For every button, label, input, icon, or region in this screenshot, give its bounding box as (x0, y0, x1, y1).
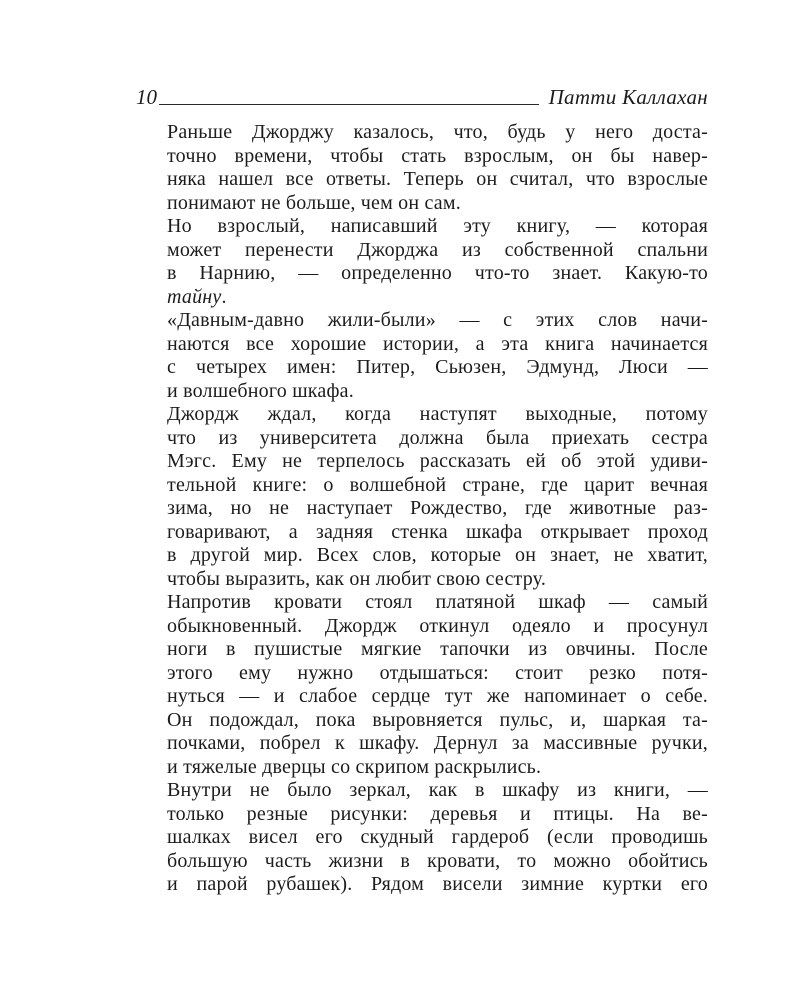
paragraph-3 (136, 309, 708, 403)
paragraph-6 (136, 779, 708, 897)
text-line: только резные рисунки: деревья и птицы. На ве- (167, 802, 708, 825)
text-line: ноги в пушистые мягкие тапочки из овчины. После (167, 638, 708, 660)
text-line: Джордж ждал, когда наступят выходные, потому (167, 403, 708, 425)
text-line: шалках висел его скудный гардероб (если проводишь (167, 826, 708, 848)
text-line: Но взрослый, написавший эту книгу, — которая (167, 215, 708, 237)
text-line: Мэгс. Ему не терпелось рассказать ей об этой удиви- (167, 450, 708, 472)
paragraph-1 (136, 121, 708, 215)
text-line: большую часть жизни в кровати, то можно обойтись (167, 849, 708, 872)
text-line: говаривают, а задняя стенка шкафа открывает проход (167, 520, 708, 543)
text-line: няка нашел все ответы. Теперь он считал, что взрослые (167, 168, 708, 190)
text-line-italic-tail (136, 286, 708, 310)
text-line: Он подождал, пока выровняется пульс, и, шаркая та- (167, 708, 708, 731)
text-line: Раньше Джорджу казалось, что, будь у него доста- (167, 121, 708, 143)
page-number: 10 (136, 85, 157, 109)
text-line: в другой мир. Всех слов, которые он знает, не хватит, (167, 544, 708, 566)
text-line: тельной книге: о волшебной стране, где царит вечная (167, 473, 708, 496)
paragraph-5 (136, 591, 708, 779)
text-line: «Давным-давно жили-были» — с этих слов начи- (167, 309, 708, 331)
italic-word: тайну (167, 285, 222, 308)
text-line: зима, но не наступает Рождество, где животные раз- (167, 497, 708, 519)
text-line: обыкновенный. Джордж откинул одеяло и просунул (167, 614, 708, 637)
text-line: и тяжелые дверцы со скрипом раскрылись. (167, 755, 542, 778)
text-line: точно времени, чтобы стать взрослым, он бы навер- (167, 144, 708, 167)
running-header (136, 80, 708, 108)
body-text (136, 121, 708, 897)
text-line: что из университета должна была приехать сестра (167, 426, 708, 449)
punctuation: . (221, 285, 227, 308)
text-line: и волшебного шкафа. (167, 379, 354, 402)
text-line: почками, побрел к шкафу. Дернул за массивные ручки, (167, 732, 708, 754)
running-title: Патти Каллахан (548, 85, 708, 109)
paragraph-4 (136, 403, 708, 591)
text-line: Внутри не было зеркал, как в шкафу из книги, — (167, 779, 708, 801)
text-line: нуться — и слабое сердце тут же напоминает о себе. (167, 685, 708, 707)
text-line: в Нарнию, — определенно что-то знает. Какую-то (167, 262, 708, 284)
text-line: понимают не больше, чем он сам. (167, 191, 461, 214)
text-line: этого ему нужно отдышаться: стоит резко потя- (167, 661, 708, 684)
header-rule (159, 104, 539, 105)
text-line: наются все хорошие истории, а эта книга начинается (167, 332, 708, 355)
text-line: Напротив кровати стоял платяной шкаф — самый (167, 591, 708, 613)
text-line: может перенести Джорджа из собственной спальни (167, 238, 708, 261)
text-line: с четырех имен: Питер, Сьюзен, Эдмунд, Люси — (167, 356, 708, 378)
text-line: и парой рубашек). Рядом висели зимние куртки его (167, 873, 708, 895)
paragraph-2 (136, 215, 708, 309)
text-line: чтобы выразить, как он любит свою сестру. (167, 567, 547, 590)
